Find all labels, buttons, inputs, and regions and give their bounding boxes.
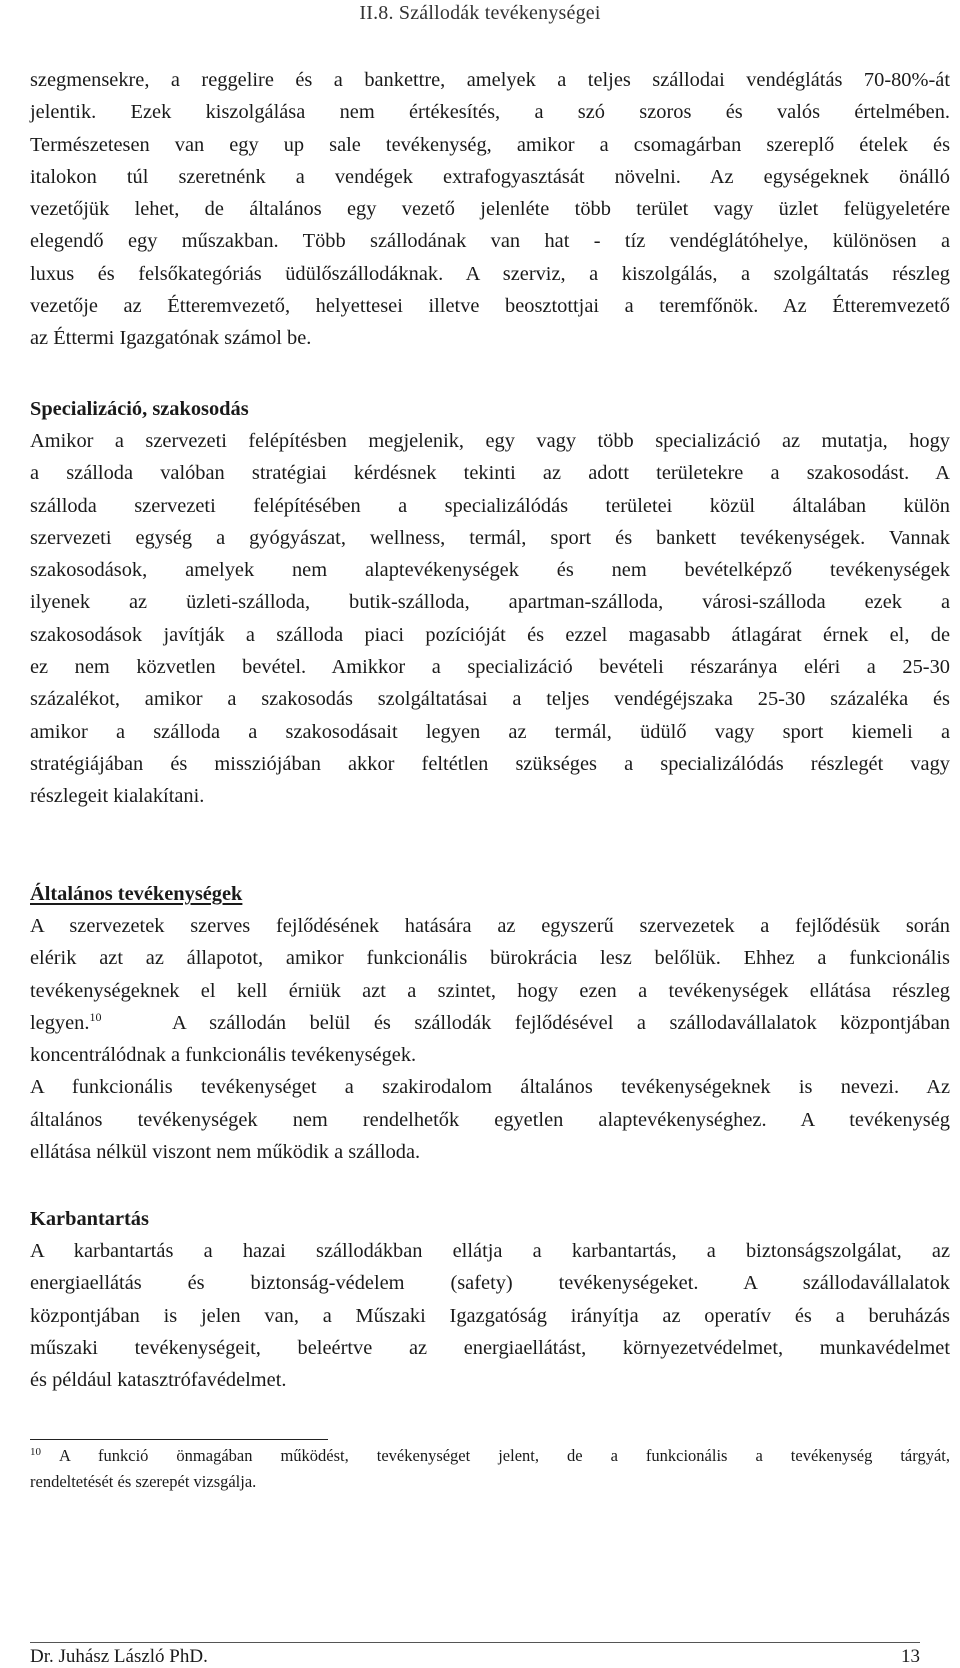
text-line-with-footnote [30,1007,950,1039]
text-line: elegendő egy műszakban. Több szállodának van hat - tíz vendéglátóhelye, különösen a [30,230,950,253]
section-heading-karbantartas: Karbantartás [30,1208,149,1230]
text-line: energiaellátás és biztonság-védelem (safety) tevékenységeket. A szállodavállalatok [30,1272,950,1295]
footnote-reference: 10 [89,1010,102,1025]
running-header: II.8. Szállodák tevékenységei [359,2,601,24]
text-line: központjában is jelen van, a Műszaki Igazgatóság irányítja az operatív és a beruházás [30,1304,950,1327]
section-heading-specializacio: Specializáció, szakosodás [30,398,249,420]
text-line: százalékot, amikor a szakosodás szolgáltatásai a teljes vendégéjszaka 25-30 százaléka és [30,688,950,711]
text-line: szálloda szervezeti felépítésében a specializálódás területei közül általában külön [30,494,950,517]
text-line: jelentik. Ezek kiszolgálása nem értékesítés, a szó szoros és valós értelmében. [30,101,950,124]
text-line: a szálloda valóban stratégiai kérdésnek tekinti az adott területekre a szakosodást. A [30,462,950,485]
text-line: ellátása nélkül viszont nem működik a szálloda. [30,1141,421,1164]
text-line: részlegeit kialakítani. [30,785,205,808]
footnote-separator [30,1439,328,1440]
text-fragment: A szállodán belül és szállodák fejlődésével a szállodavállalatok központjában [171,1011,951,1034]
text-line: műszaki tevékenységeit, beleértve az energiaellátást, környezetvédelmet, munkavédelmet [30,1336,950,1359]
section-heading-altalanos: Általános tevékenységek [30,883,243,905]
text-line: A szervezetek szerves fejlődésének hatására az egyszerű szervezetek a fejlődésük során [30,915,950,937]
text-line: és például katasztrófavédelmet. [30,1369,287,1392]
text-line: általános tevékenységek nem rendelhetők egyetlen alaptevékenységhez. A tevékenység [30,1108,950,1131]
text-line: A funkcionális tevékenységet a szakirodalom általános tevékenységeknek is nevezi. Az [30,1076,950,1099]
text-line: szakosodások, amelyek nem alaptevékenységek és nem bevételképző tevékenységek [30,559,950,582]
altalanos-paragraph [30,910,950,1168]
text-line: szakosodások javítják a szálloda piaci pozícióját és ezzel magasabb átlagárat érnek el, de [30,623,950,646]
text-line: tevékenységeknek el kell érniük azt a szintet, hogy ezen a tevékenységek ellátása részleg [30,979,950,1002]
intro-paragraph [30,64,950,355]
footnote-number: 10 [30,1445,41,1458]
footer-author: Dr. Juhász László PhD. [30,1646,208,1667]
text-line: amikor a szálloda a szakosodásait legyen az termál, üdülő vagy sport kiemeli a [30,720,950,743]
footnote-line [30,1443,950,1469]
text-line: koncentrálódnak a funkcionális tevékenységek. [30,1044,417,1067]
text-line: ilyenek az üzleti-szálloda, butik-szálloda, apartman-szálloda, városi-szálloda ezek a [30,591,950,614]
footnote-text: A funkció önmagában működést, tevékenységet jelent, de a funkcionális a tevékenység tárgyát, [59,1446,950,1465]
text-line: szervezeti egység a gyógyászat, wellness, termál, sport és bankett tevékenységek. Vannak [30,526,950,549]
text-line: az Éttermi Igazgatónak számol be. [30,327,312,350]
text-line: szegmensekre, a reggelire és a bankettre, amelyek a teljes szállodai vendéglátás 70-80%-át [30,69,950,91]
text-fragment: legyen. [30,1011,90,1034]
text-line: stratégiájában és missziójában akkor feltétlen szükséges a specializálódás részlegét vagy [30,752,950,775]
text-line: luxus és felsőkategóriás üdülőszállodáknak. A szerviz, a kiszolgálás, a szolgáltatás részleg [30,262,950,285]
text-line: elérik azt az állapotot, amikor funkcionális bürokrácia lesz belőlük. Ehhez a funkcionális [30,947,950,970]
text-line: Természetesen van egy up sale tevékenység, amikor a csomagárban szereplő ételek és [30,133,950,156]
karbantartas-paragraph [30,1235,950,1396]
text-line: italokon túl szeretnénk a vendégek extrafogyasztását növelni. Az egységeknek önálló [30,165,950,188]
specializacio-paragraph [30,425,950,813]
text-line: vezetőjük lehet, de általános egy vezető jelenléte több terület vagy üzlet felügyeletére [30,198,950,221]
footnote-line: rendeltetését és szerepét vizsgálja. [30,1472,257,1491]
footer-separator [30,1642,920,1643]
text-line: vezetője az Étteremvezető, helyettesei illetve beosztottjai a teremfőnök. Az Étteremvezető [30,295,950,318]
text-line: A karbantartás a hazai szállodákban ellátja a karbantartás, a biztonságszolgálat, az [30,1240,950,1262]
text-line: ez nem közvetlen bevétel. Amikkor a specializáció bevételi részaránya eléri a 25-30 [30,656,950,679]
footnote [30,1443,950,1495]
text-line: Amikor a szervezeti felépítésben megjelenik, egy vagy több specializáció az mutatja, hogy [30,430,950,452]
page-number: 13 [901,1646,920,1667]
